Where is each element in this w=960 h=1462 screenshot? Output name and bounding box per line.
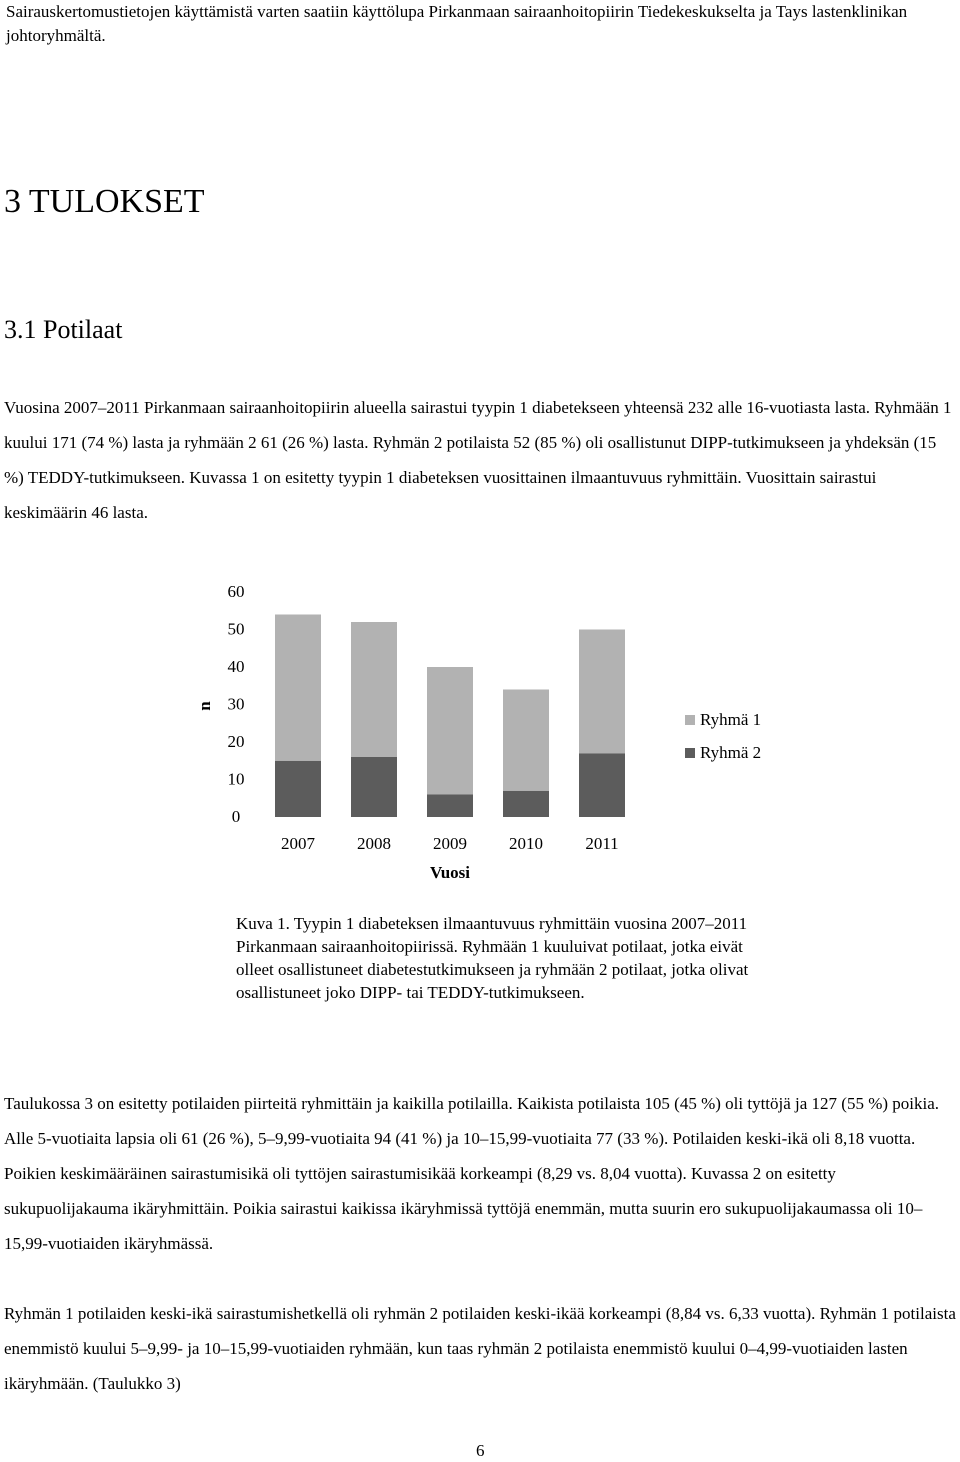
y-tick-label: 50	[227, 619, 245, 639]
figure-chart	[190, 575, 800, 895]
y-tick-label: 20	[227, 732, 245, 751]
bar-segment-ryhmä-2	[351, 757, 397, 817]
header-note: Sairauskertomustietojen käyttämistä varten saatiin käyttölupa Pirkanmaan sairaanhoitopiirin Tiedekeskukselta ja Tays lastenklinikan johtoryhmältä.	[6, 2, 908, 45]
bar-segment-ryhmä-1	[351, 622, 397, 757]
bar-segment-ryhmä-1	[275, 615, 321, 761]
bar-segment-ryhmä-1	[503, 690, 549, 791]
x-tick-label: 2010	[509, 834, 543, 853]
subsection-heading: 3.1 Potilaat	[4, 315, 123, 344]
x-tick-label: 2007	[281, 834, 315, 853]
page-number: 6	[476, 1441, 485, 1460]
x-axis-label: Vuosi	[429, 863, 471, 882]
y-tick-label: 0	[231, 807, 241, 826]
figure-caption: Kuva 1. Tyypin 1 diabeteksen ilmaantuvuus ryhmittäin vuosina 2007–2011 Pirkanmaan sairaanhoitopiirissä. Ryhmään 1 kuuluivat potilaat, jotka eivät olleet osallistuneet diabetestutkimukseen ja ryhmään 2 potilaat, jotka olivat osallistuneet joko DIPP- tai TEDDY-tutkimukseen.	[236, 914, 749, 1002]
y-tick-label: 40	[227, 657, 245, 676]
bar-segment-ryhmä-2	[275, 761, 321, 817]
paragraph-intro: Vuosina 2007–2011 Pirkanmaan sairaanhoitopiirin alueella sairastui tyypin 1 diabetekseen yhteensä 232 alle 16-vuotiasta lasta. Ryhmään 1 kuului 171 (74 %) lasta ja ryhmään 2 61 (26 %) lasta. Ryhmän 2 potilaista 52 (85 %) oli osallistunut DIPP-tutkimukseen ja yhdeksän (15 %) TEDDY-tutkimukseen. Kuvassa 1 on esitetty tyypin 1 diabeteksen vuosittainen ilmaantuvuus ryhmittäin. Vuosittain sairastui keskimäärin 46 lasta.	[4, 398, 952, 522]
bar-segment-ryhmä-1	[427, 667, 473, 795]
legend-label: Ryhmä 1	[700, 710, 762, 729]
x-tick-label: 2011	[585, 834, 619, 853]
x-tick-label: 2008	[357, 834, 391, 853]
x-tick-label: 2009	[433, 834, 467, 853]
y-tick-label: 30	[227, 694, 245, 714]
bar-segment-ryhmä-1	[579, 630, 625, 754]
bar-segment-ryhmä-2	[427, 795, 473, 818]
bar-segment-ryhmä-2	[579, 753, 625, 817]
bar-segment-ryhmä-2	[503, 791, 549, 817]
legend-label: Ryhmä 2	[700, 743, 762, 762]
y-axis-label: n	[195, 701, 214, 711]
paragraph-characteristics: Taulukossa 3 on esitetty potilaiden piirteitä ryhmittäin ja kaikilla potilailla. Kaikista potilaista 105 (45 %) oli tyttöjä ja 127 (55 %) poikia. Alle 5-vuotiaita lapsia oli 61 (26 %), 5–9,99-vuotiaita 94 (41 %) ja 10–15,99-vuotiaita 77 (33 %). Potilaiden keski-ikä oli 8,18 vuotta. Poikien keskimääräinen sairastumisikä oli tyttöjen sairastumisikää korkeampi (8,29 vs. 8,04 vuotta). Kuvassa 2 on esitetty sukupuolijakauma ikäryhmittäin. Poikia sairastui kaikissa ikäryhmissä tyttöjä enemmän, mutta suurin ero sukupuolijakaumassa oli 10–15,99-vuotiaiden ikäryhmässä.	[4, 1094, 940, 1253]
legend-swatch	[685, 715, 695, 725]
legend-swatch	[685, 748, 695, 758]
stacked-bar-chart	[190, 575, 800, 895]
y-tick-label: 60	[227, 582, 245, 601]
section-heading: 3 TULOKSET	[4, 183, 205, 220]
paragraph-groups: Ryhmän 1 potilaiden keski-ikä sairastumishetkellä oli ryhmän 2 potilaiden keski-ikää korkeampi (8,84 vs. 6,33 vuotta). Ryhmän 1 potilaista enemmistö kuului 5–9,99- ja 10–15,99-vuotiaiden ryhmään, kun taas ryhmän 2 potilaista enemmistö kuului 0–4,99-vuotiaiden lasten ikäryhmään. (Taulukko 3)	[4, 1304, 956, 1393]
y-tick-label: 10	[227, 769, 245, 789]
